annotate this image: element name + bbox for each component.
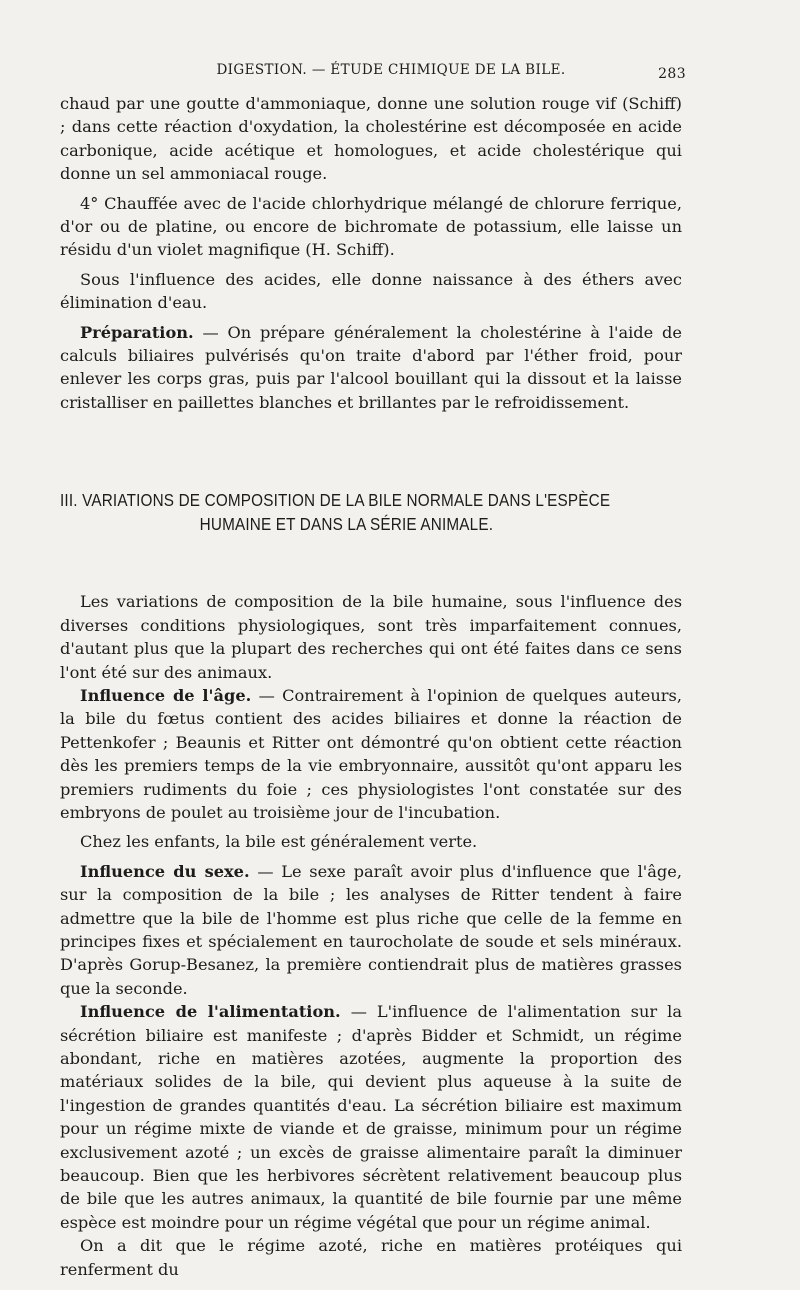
paragraph-children: Chez les enfants, la bile est généralement verte.: [80, 832, 478, 852]
paragraph-sex: [60, 860, 682, 1000]
paragraph-preparation-text: — On prépare généralement la cholestérine à l'aide de calculs biliaires pulvérisés qu'on traite d'abord par l'éther froid, pour enlever les corps gras, puis par l'alcool bouillant qui la dissout et la laisse cristalliser en paillettes blanches et brillantes par le refroidissement.: [60, 322, 682, 412]
paragraph-sex-text: — Le sexe paraît avoir plus d'influence que l'âge, sur la composition de la bile ; les analyses de Ritter tendent à faire admettre que la bile de l'homme est plus riche que celle de la femme en principes fixes et spécialement en taurocholate de soude et sels minéraux. D'après Gorup-Besanez, la première contiendrait plus de matières grasses que la seconde.: [60, 861, 682, 998]
body-text: [60, 92, 682, 414]
section-body: [60, 590, 682, 1281]
run-in-heading-diet: Influence de l'alimentation.: [80, 1002, 341, 1022]
section-heading: [60, 488, 684, 536]
running-header: [60, 62, 686, 86]
paragraph-acids: Sous l'influence des acides, elle donne naissance à des éthers avec élimination d'eau.: [60, 269, 682, 313]
run-in-heading-preparation: Préparation.: [80, 322, 194, 342]
section-heading-line1: III. VARIATIONS DE COMPOSITION DE LA BILE NORMALE DANS L'ESPÈCE: [60, 490, 611, 511]
paragraph-nitrogen-diet: On a dit que le régime azoté, riche en matières protéiques qui renferment du: [60, 1236, 682, 1279]
paragraph-diet-text: — L'influence de l'alimentation sur la sécrétion biliaire est manifeste ; d'après Bidder et Schmidt, un régime abondant, riche en matières azotées, augmente la proportion des matériaux solides de la bile, qui devient plus aqueuse à la suite de l'ingestion de grandes quantités d'eau. La sécrétion biliaire est maximum pour un régime mixte de viande et de graisse, minimum pour un régime exclusivement azoté ; un excès de graisse alimentaire paraît la diminuer beaucoup. Bien que les herbivores sécrètent relativement beaucoup plus de bile que les autres animaux, la quantité de bile fournie par une même espèce est moindre pour un régime végétal que pour un régime animal.: [60, 1002, 683, 1232]
paragraph-intro: Les variations de composition de la bile humaine, sous l'influence des diverses conditions physiologiques, sont très imparfaitement connues, d'autant plus que la plupart des recherches qui ont été faites dans ce sens l'ont été sur des animaux.: [60, 592, 682, 682]
run-in-heading-age: Influence de l'âge.: [80, 685, 252, 705]
paragraph-schiff-reaction: 4° Chauffée avec de l'acide chlorhydrique mélangé de chlorure ferrique, d'or ou de platine, ou encore de bichromate de potassium, elle laisse un résidu d'un violet magnifique (H. Schiff).: [60, 193, 682, 260]
paragraph-diet: [60, 1000, 682, 1234]
paragraph-continuation: chaud par une goutte d'ammoniaque, donne une solution rouge vif (Schiff) ; dans cette réaction d'oxydation, la cholestérine est décomposée en acide carbonique, acide acétique et homologues, et acide cholestérique qui donne un sel ammoniacal rouge.: [60, 94, 682, 184]
paragraph-preparation: [60, 321, 682, 415]
section-heading-line2: HUMAINE ET DANS LA SÉRIE ANIMALE.: [199, 514, 494, 535]
running-title: DIGESTION. — ÉTUDE CHIMIQUE DE LA BILE.: [216, 62, 566, 78]
run-in-heading-sex: Influence du sexe.: [80, 861, 250, 881]
page-number: 283: [658, 66, 686, 82]
paragraph-age-text: — Contrairement à l'opinion de quelques auteurs, la bile du fœtus contient des acides biliaires et donne la réaction de Pettenkofer ; Beaunis et Ritter ont démontré qu'on obtient cette réaction dès les premiers temps de la vie embryonnaire, aussitôt qu'ont apparu les premiers rudiments du foie ; ces physiologistes l'ont constatée sur des embryons de poulet au troisième jour de l'incubation.: [60, 685, 682, 822]
paragraph-age: [60, 684, 682, 824]
